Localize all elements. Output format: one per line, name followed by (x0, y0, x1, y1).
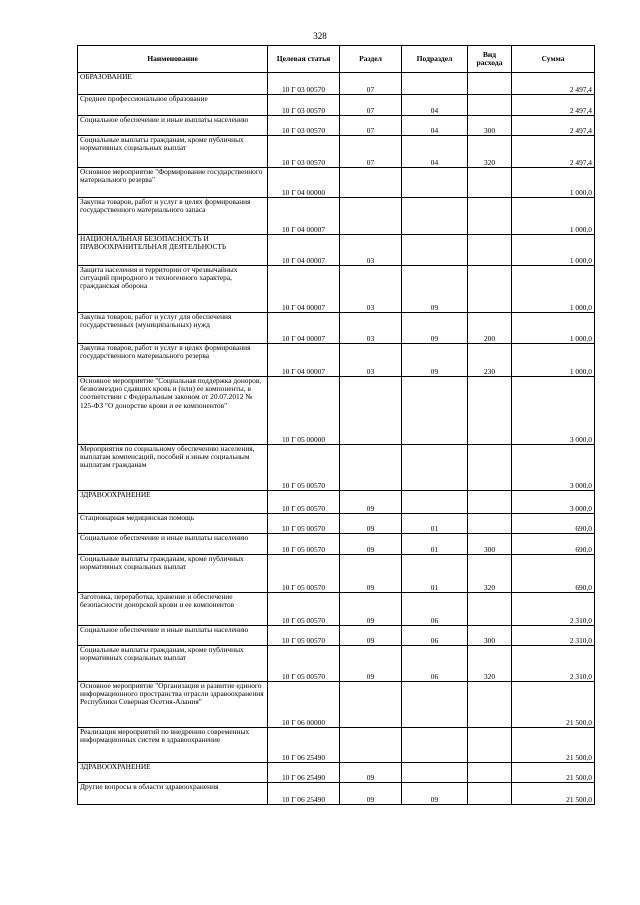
row-expense-type (468, 728, 512, 763)
row-target-article: 10 Г 03 00570 (268, 95, 340, 116)
row-section: 03 (340, 266, 402, 313)
row-section: 03 (340, 344, 402, 377)
row-name: Основное мероприятие "Организация и развитие единого информационного пространства отрасли здравоохранения Республики Северная Осетия-Алания" (78, 682, 268, 728)
row-target-article: 10 Г 05 00570 (268, 593, 340, 626)
row-subsection: 06 (402, 646, 468, 682)
row-target-article: 10 Г 04 00007 (268, 313, 340, 344)
header-name: Наименование (78, 46, 268, 73)
row-sum: 2 497,4 (512, 73, 595, 95)
row-sum: 1 000,0 (512, 168, 595, 198)
row-expense-type (468, 168, 512, 198)
row-expense-type (468, 95, 512, 116)
header-sum: Сумма (512, 46, 595, 73)
row-sum: 1 000,0 (512, 235, 595, 266)
table-row (78, 728, 595, 763)
row-subsection (402, 491, 468, 514)
table-row (78, 377, 595, 445)
row-subsection: 06 (402, 626, 468, 646)
table-row (78, 95, 595, 116)
row-target-article: 10 Г 04 00000 (268, 168, 340, 198)
row-expense-type (468, 783, 512, 805)
row-sum: 21 500,0 (512, 682, 595, 728)
row-section: 09 (340, 534, 402, 555)
row-expense-type: 300 (468, 626, 512, 646)
row-sum: 3 000,0 (512, 377, 595, 445)
table-row (78, 555, 595, 593)
row-expense-type (468, 73, 512, 95)
row-section: 09 (340, 646, 402, 682)
row-subsection: 04 (402, 116, 468, 136)
row-sum: 1 000,0 (512, 344, 595, 377)
row-name: Другие вопросы в области здравоохранения (78, 783, 268, 805)
row-expense-type: 300 (468, 116, 512, 136)
row-section (340, 728, 402, 763)
row-section (340, 168, 402, 198)
row-target-article: 10 Г 06 25490 (268, 728, 340, 763)
row-sum: 21 500,0 (512, 763, 595, 783)
row-subsection: 09 (402, 344, 468, 377)
row-subsection: 04 (402, 136, 468, 168)
row-name: НАЦИОНАЛЬНАЯ БЕЗОПАСНОСТЬ И ПРАВООХРАНИТЕЛЬНАЯ ДЕЯТЕЛЬНОСТЬ (78, 235, 268, 266)
row-target-article: 10 Г 03 00570 (268, 136, 340, 168)
row-target-article: 10 Г 05 00570 (268, 491, 340, 514)
row-section: 09 (340, 783, 402, 805)
row-name: Мероприятия по социальному обеспечению населения, выплатам компенсаций, пособий и иным социальным выплатам гражданам (78, 445, 268, 491)
table-row (78, 445, 595, 491)
table-row (78, 198, 595, 235)
row-sum: 690,0 (512, 534, 595, 555)
row-section: 09 (340, 555, 402, 593)
row-target-article: 10 Г 06 00000 (268, 682, 340, 728)
table-row (78, 136, 595, 168)
row-subsection: 06 (402, 593, 468, 626)
row-sum: 690,0 (512, 514, 595, 534)
row-expense-type (468, 266, 512, 313)
row-target-article: 10 Г 05 00570 (268, 534, 340, 555)
row-subsection: 09 (402, 266, 468, 313)
header-subsection: Подраздел (402, 46, 468, 73)
row-section: 09 (340, 514, 402, 534)
row-name: Социальное обеспечение и иные выплаты населению (78, 626, 268, 646)
row-section: 07 (340, 95, 402, 116)
row-section: 09 (340, 626, 402, 646)
table-row (78, 116, 595, 136)
row-expense-type: 320 (468, 646, 512, 682)
budget-table (77, 45, 595, 805)
row-name: Социальные выплаты гражданам, кроме публичных нормативных социальных выплат (78, 555, 268, 593)
row-target-article: 10 Г 05 00000 (268, 377, 340, 445)
row-name: Закупка товаров, работ и услуг в целях формирования государственного материального резерва (78, 344, 268, 377)
row-section: 03 (340, 235, 402, 266)
row-section (340, 377, 402, 445)
table-row (78, 266, 595, 313)
row-subsection (402, 198, 468, 235)
row-expense-type (468, 198, 512, 235)
table-row (78, 73, 595, 95)
row-expense-type (468, 514, 512, 534)
row-sum: 2 497,4 (512, 136, 595, 168)
row-subsection: 01 (402, 534, 468, 555)
row-name: Реализация мероприятий по внедрению современных информационных систем в здравоохранение (78, 728, 268, 763)
table-row (78, 534, 595, 555)
row-subsection: 04 (402, 95, 468, 116)
header-section: Раздел (340, 46, 402, 73)
row-name: Стационарная медицинская помощь (78, 514, 268, 534)
table-row (78, 626, 595, 646)
row-expense-type: 300 (468, 534, 512, 555)
row-name: Среднее профессиональное образование (78, 95, 268, 116)
row-sum: 690,0 (512, 555, 595, 593)
page-number: 328 (313, 31, 327, 41)
row-target-article: 10 Г 05 00570 (268, 555, 340, 593)
row-expense-type: 320 (468, 136, 512, 168)
row-target-article: 10 Г 05 00570 (268, 445, 340, 491)
row-target-article: 10 Г 05 00570 (268, 514, 340, 534)
row-name: ОБРАЗОВАНИЕ (78, 73, 268, 95)
row-expense-type: 230 (468, 344, 512, 377)
row-target-article: 10 Г 06 25490 (268, 763, 340, 783)
row-sum: 1 000,0 (512, 198, 595, 235)
row-name: Социальные выплаты гражданам, кроме публичных нормативных социальных выплат (78, 136, 268, 168)
row-expense-type: 200 (468, 313, 512, 344)
row-name: Основное мероприятие "Формирование государственного материального резерва" (78, 168, 268, 198)
table-row (78, 313, 595, 344)
row-target-article: 10 Г 03 00570 (268, 116, 340, 136)
table-row (78, 344, 595, 377)
row-subsection: 01 (402, 555, 468, 593)
row-section: 09 (340, 763, 402, 783)
row-expense-type (468, 377, 512, 445)
row-expense-type (468, 682, 512, 728)
row-subsection: 01 (402, 514, 468, 534)
row-subsection: 09 (402, 783, 468, 805)
row-section (340, 198, 402, 235)
row-sum: 2 497,4 (512, 95, 595, 116)
row-subsection (402, 377, 468, 445)
row-sum: 1 000,0 (512, 313, 595, 344)
row-subsection (402, 445, 468, 491)
table-row (78, 682, 595, 728)
row-section (340, 445, 402, 491)
row-expense-type (468, 445, 512, 491)
row-subsection: 09 (402, 313, 468, 344)
row-sum: 1 000,0 (512, 266, 595, 313)
row-target-article: 10 Г 04 00007 (268, 344, 340, 377)
row-sum: 21 500,0 (512, 728, 595, 763)
row-name: Социальное обеспечение и иные выплаты населению (78, 534, 268, 555)
table-row (78, 491, 595, 514)
row-sum: 2 497,4 (512, 116, 595, 136)
row-name: Заготовка, переработка, хранение и обеспечение безопасности донорской крови и ее компонентов (78, 593, 268, 626)
row-expense-type (468, 491, 512, 514)
row-section: 07 (340, 136, 402, 168)
row-name: Основное мероприятие "Социальная поддержка доноров, безвозмездно сдавших кровь и (или) ее компоненты, в соответствии с Федеральным законом от 20.07.2012 № 125-ФЗ "О донорстве крови и ее компонентов" (78, 377, 268, 445)
row-name: Закупка товаров, работ и услуг для обеспечения государственных (муниципальных) нужд (78, 313, 268, 344)
row-sum: 2 310,0 (512, 593, 595, 626)
row-subsection (402, 168, 468, 198)
table-row (78, 514, 595, 534)
row-section: 09 (340, 593, 402, 626)
table-row (78, 235, 595, 266)
row-subsection (402, 763, 468, 783)
header-target-article: Целевая статья (268, 46, 340, 73)
row-section: 07 (340, 73, 402, 95)
row-target-article: 10 Г 04 00007 (268, 235, 340, 266)
row-target-article: 10 Г 06 25490 (268, 783, 340, 805)
row-sum: 21 500,0 (512, 783, 595, 805)
row-section: 03 (340, 313, 402, 344)
row-name: Закупка товаров, работ и услуг в целях формирования государственного материального запаса (78, 198, 268, 235)
row-subsection (402, 235, 468, 266)
table-row (78, 763, 595, 783)
row-target-article: 10 Г 03 00570 (268, 73, 340, 95)
table-row (78, 593, 595, 626)
row-sum: 3 000,0 (512, 491, 595, 514)
row-expense-type (468, 593, 512, 626)
row-name: Социальное обеспечение и иные выплаты населению (78, 116, 268, 136)
row-subsection (402, 682, 468, 728)
table-row (78, 168, 595, 198)
row-target-article: 10 Г 05 00570 (268, 646, 340, 682)
row-name: ЗДРАВООХРАНЕНИЕ (78, 763, 268, 783)
row-section: 07 (340, 116, 402, 136)
row-subsection (402, 728, 468, 763)
row-target-article: 10 Г 04 00007 (268, 266, 340, 313)
row-name: Защита населения и территории от чрезвычайных ситуаций природного и техногенного характера, гражданская оборона (78, 266, 268, 313)
row-name: ЗДРАВООХРАНЕНИЕ (78, 491, 268, 514)
row-expense-type (468, 763, 512, 783)
table-header-row (78, 46, 595, 73)
row-expense-type (468, 235, 512, 266)
row-name: Социальные выплаты гражданам, кроме публичных нормативных социальных выплат (78, 646, 268, 682)
row-section: 09 (340, 491, 402, 514)
row-target-article: 10 Г 04 00007 (268, 198, 340, 235)
header-expense-type: Вид расхода (468, 46, 512, 73)
row-sum: 2 310,0 (512, 646, 595, 682)
row-sum: 3 000,0 (512, 445, 595, 491)
row-target-article: 10 Г 05 00570 (268, 626, 340, 646)
table-row (78, 646, 595, 682)
row-sum: 2 310,0 (512, 626, 595, 646)
row-section (340, 682, 402, 728)
row-subsection (402, 73, 468, 95)
row-expense-type: 320 (468, 555, 512, 593)
table-row (78, 783, 595, 805)
